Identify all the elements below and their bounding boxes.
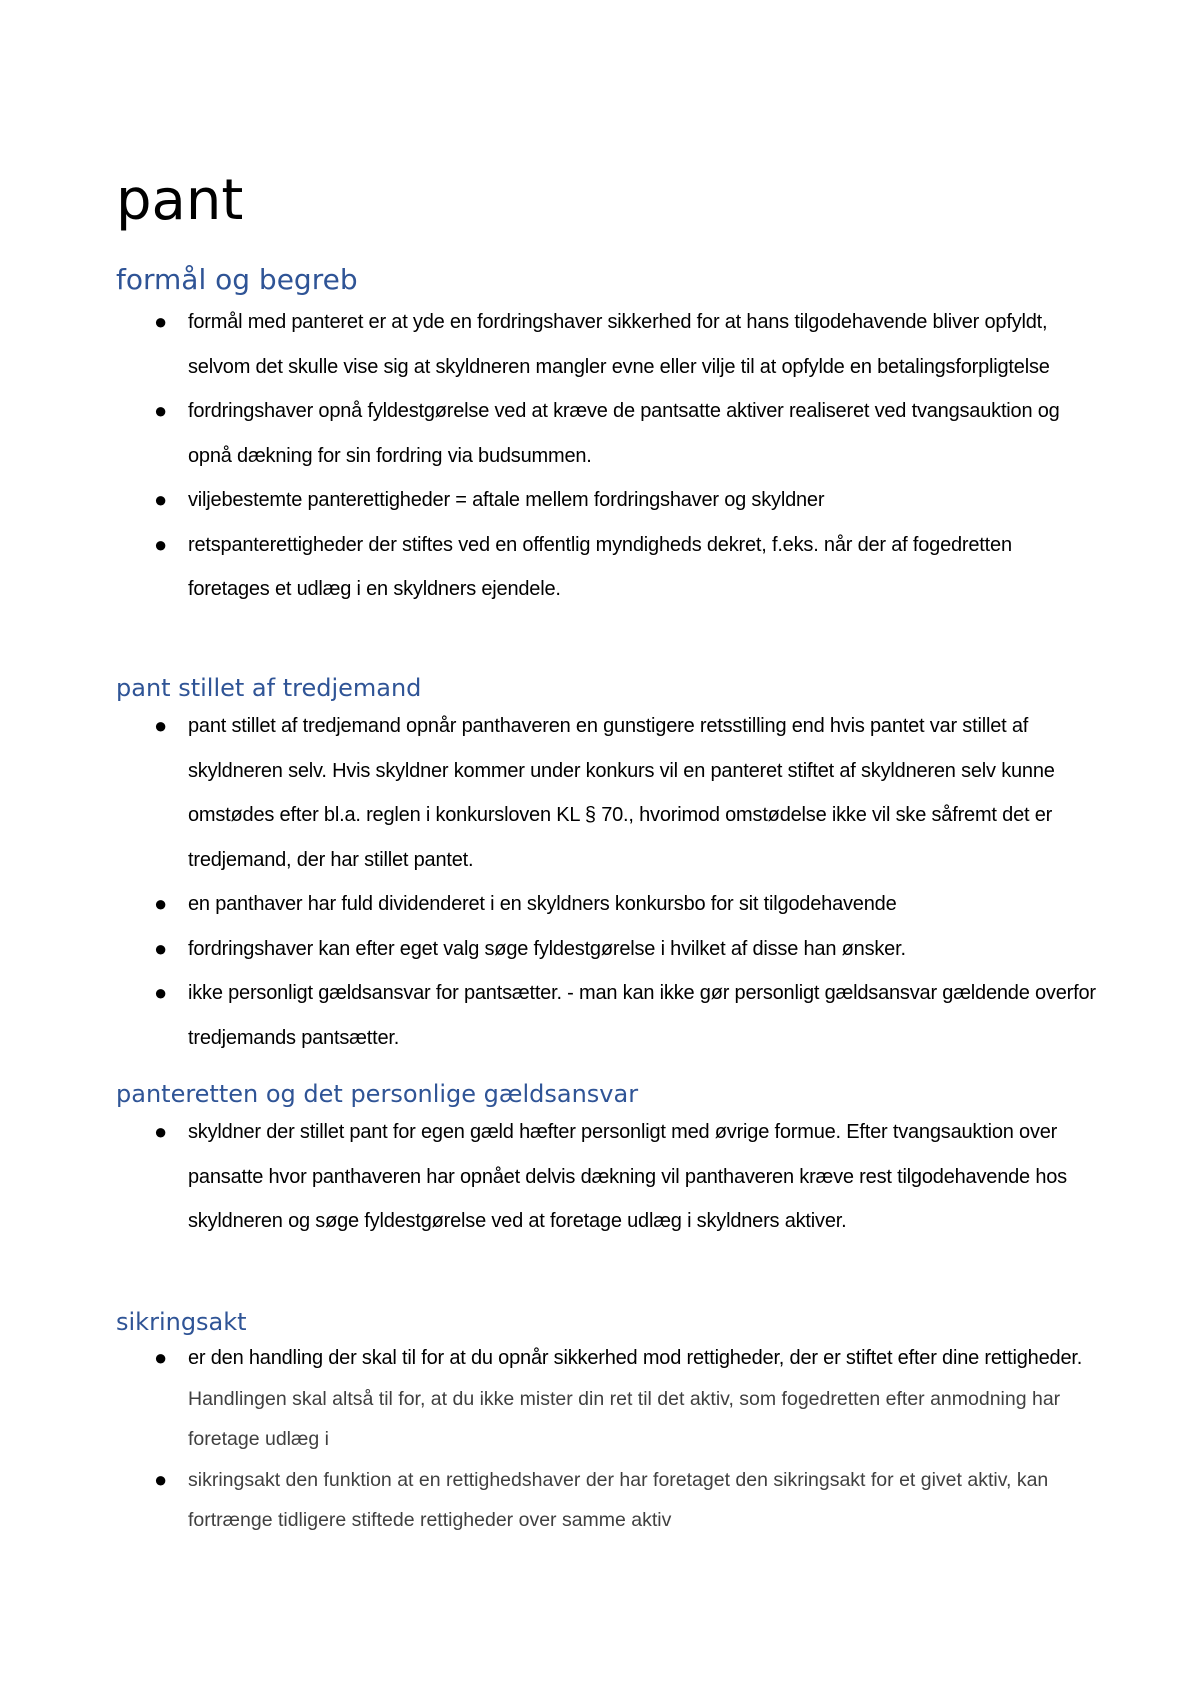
list-item: ● ikke personligt gældsansvar for pantsætter. - man kan ikke gør personligt gældsansvar gældende overfor tredjemands pantsætter. xyxy=(116,971,1096,1060)
list-item: ● fordringshaver kan efter eget valg søge fyldestgørelse i hvilket af disse han ønsker. xyxy=(116,927,1096,972)
section-heading: panteretten og det personlige gældsansvar xyxy=(116,1080,639,1108)
bullet-list xyxy=(116,1110,1096,1244)
bullet-icon: ● xyxy=(154,398,168,423)
bullet-icon: ● xyxy=(154,487,168,512)
section-heading: sikringsakt xyxy=(116,1308,247,1336)
list-item: ● viljebestemte panterettigheder = aftale mellem fordringshaver og skyldner xyxy=(116,478,1096,523)
bullet-list xyxy=(116,300,1096,612)
bullet-icon: ● xyxy=(154,935,168,961)
list-item: ● pant stillet af tredjemand opnår panthaveren en gunstigere retsstilling end hvis pantet var stillet af skyldneren selv. Hvis skyldner kommer under konkurs vil en panteret stiftet af skyldneren selv kunne omstødes efter bl.a. reglen i konkursloven KL § 70., hvorimod omstødelse ikke vil ske såfremt det er tredjemand, der har stillet pantet. xyxy=(116,704,1096,882)
bullet-icon: ● xyxy=(154,713,168,738)
section-sikringsakt xyxy=(116,1306,1096,1541)
section-heading: pant stillet af tredjemand xyxy=(116,674,422,702)
list-item: ● er den handling der skal til for at du opnår sikkerhed mod rettigheder, der er stiftet efter dine rettigheder. Handlingen skal altså til for, at du ikke mister din ret til det aktiv, som fogedretten efter anmodning har foretage udlæg i xyxy=(116,1338,1096,1460)
bullet-list xyxy=(116,1338,1096,1541)
list-item: ● formål med panteret er at yde en fordringshaver sikkerhed for at hans tilgodehavende bliver opfyldt, selvom det skulle vise sig at skyldneren mangler evne eller vilje til at opfylde en betalingsforpligtelse xyxy=(116,300,1096,389)
list-item: ● fordringshaver opnå fyldestgørelse ved at kræve de pantsatte aktiver realiseret ved tvangsauktion og opnå dækning for sin fordring via budsummen. xyxy=(116,389,1096,478)
bullet-list xyxy=(116,704,1096,1060)
page-title: pant xyxy=(116,168,244,233)
bullet-icon: ● xyxy=(154,1345,168,1370)
list-item: ● skyldner der stillet pant for egen gæld hæfter personligt med øvrige formue. Efter tvangsauktion over pansatte hvor panthaveren har opnået delvis dækning vil panthaveren kræve rest tilgodehavende hos skyldneren og søge fyldestgørelse ved at foretage udlæg i skyldners aktiver. xyxy=(116,1110,1096,1244)
bullet-icon: ● xyxy=(154,980,168,1005)
section-formaal-og-begreb xyxy=(116,262,1096,612)
list-item: ● retspanterettigheder der stiftes ved en offentlig myndigheds dekret, f.eks. når der af fogedretten foretages et udlæg i en skyldners ejendele. xyxy=(116,523,1096,612)
bullet-icon: ● xyxy=(154,531,168,557)
bullet-icon: ● xyxy=(154,1119,168,1144)
bullet-icon: ● xyxy=(154,1466,168,1492)
bullet-icon: ● xyxy=(154,309,168,334)
bullet-icon: ● xyxy=(154,891,168,916)
section-pant-stillet-af-tredjemand xyxy=(116,672,1096,1060)
section-panteretten-og-gaeldsansvar xyxy=(116,1078,1096,1244)
list-item: ● sikringsakt den funktion at en rettighedshaver der har foretaget den sikringsakt for et givet aktiv, kan fortrænge tidligere stiftede rettigheder over samme aktiv xyxy=(116,1460,1096,1541)
section-heading: formål og begreb xyxy=(116,263,358,296)
list-item: ● en panthaver har fuld dividenderet i en skyldners konkursbo for sit tilgodehavende xyxy=(116,882,1096,927)
